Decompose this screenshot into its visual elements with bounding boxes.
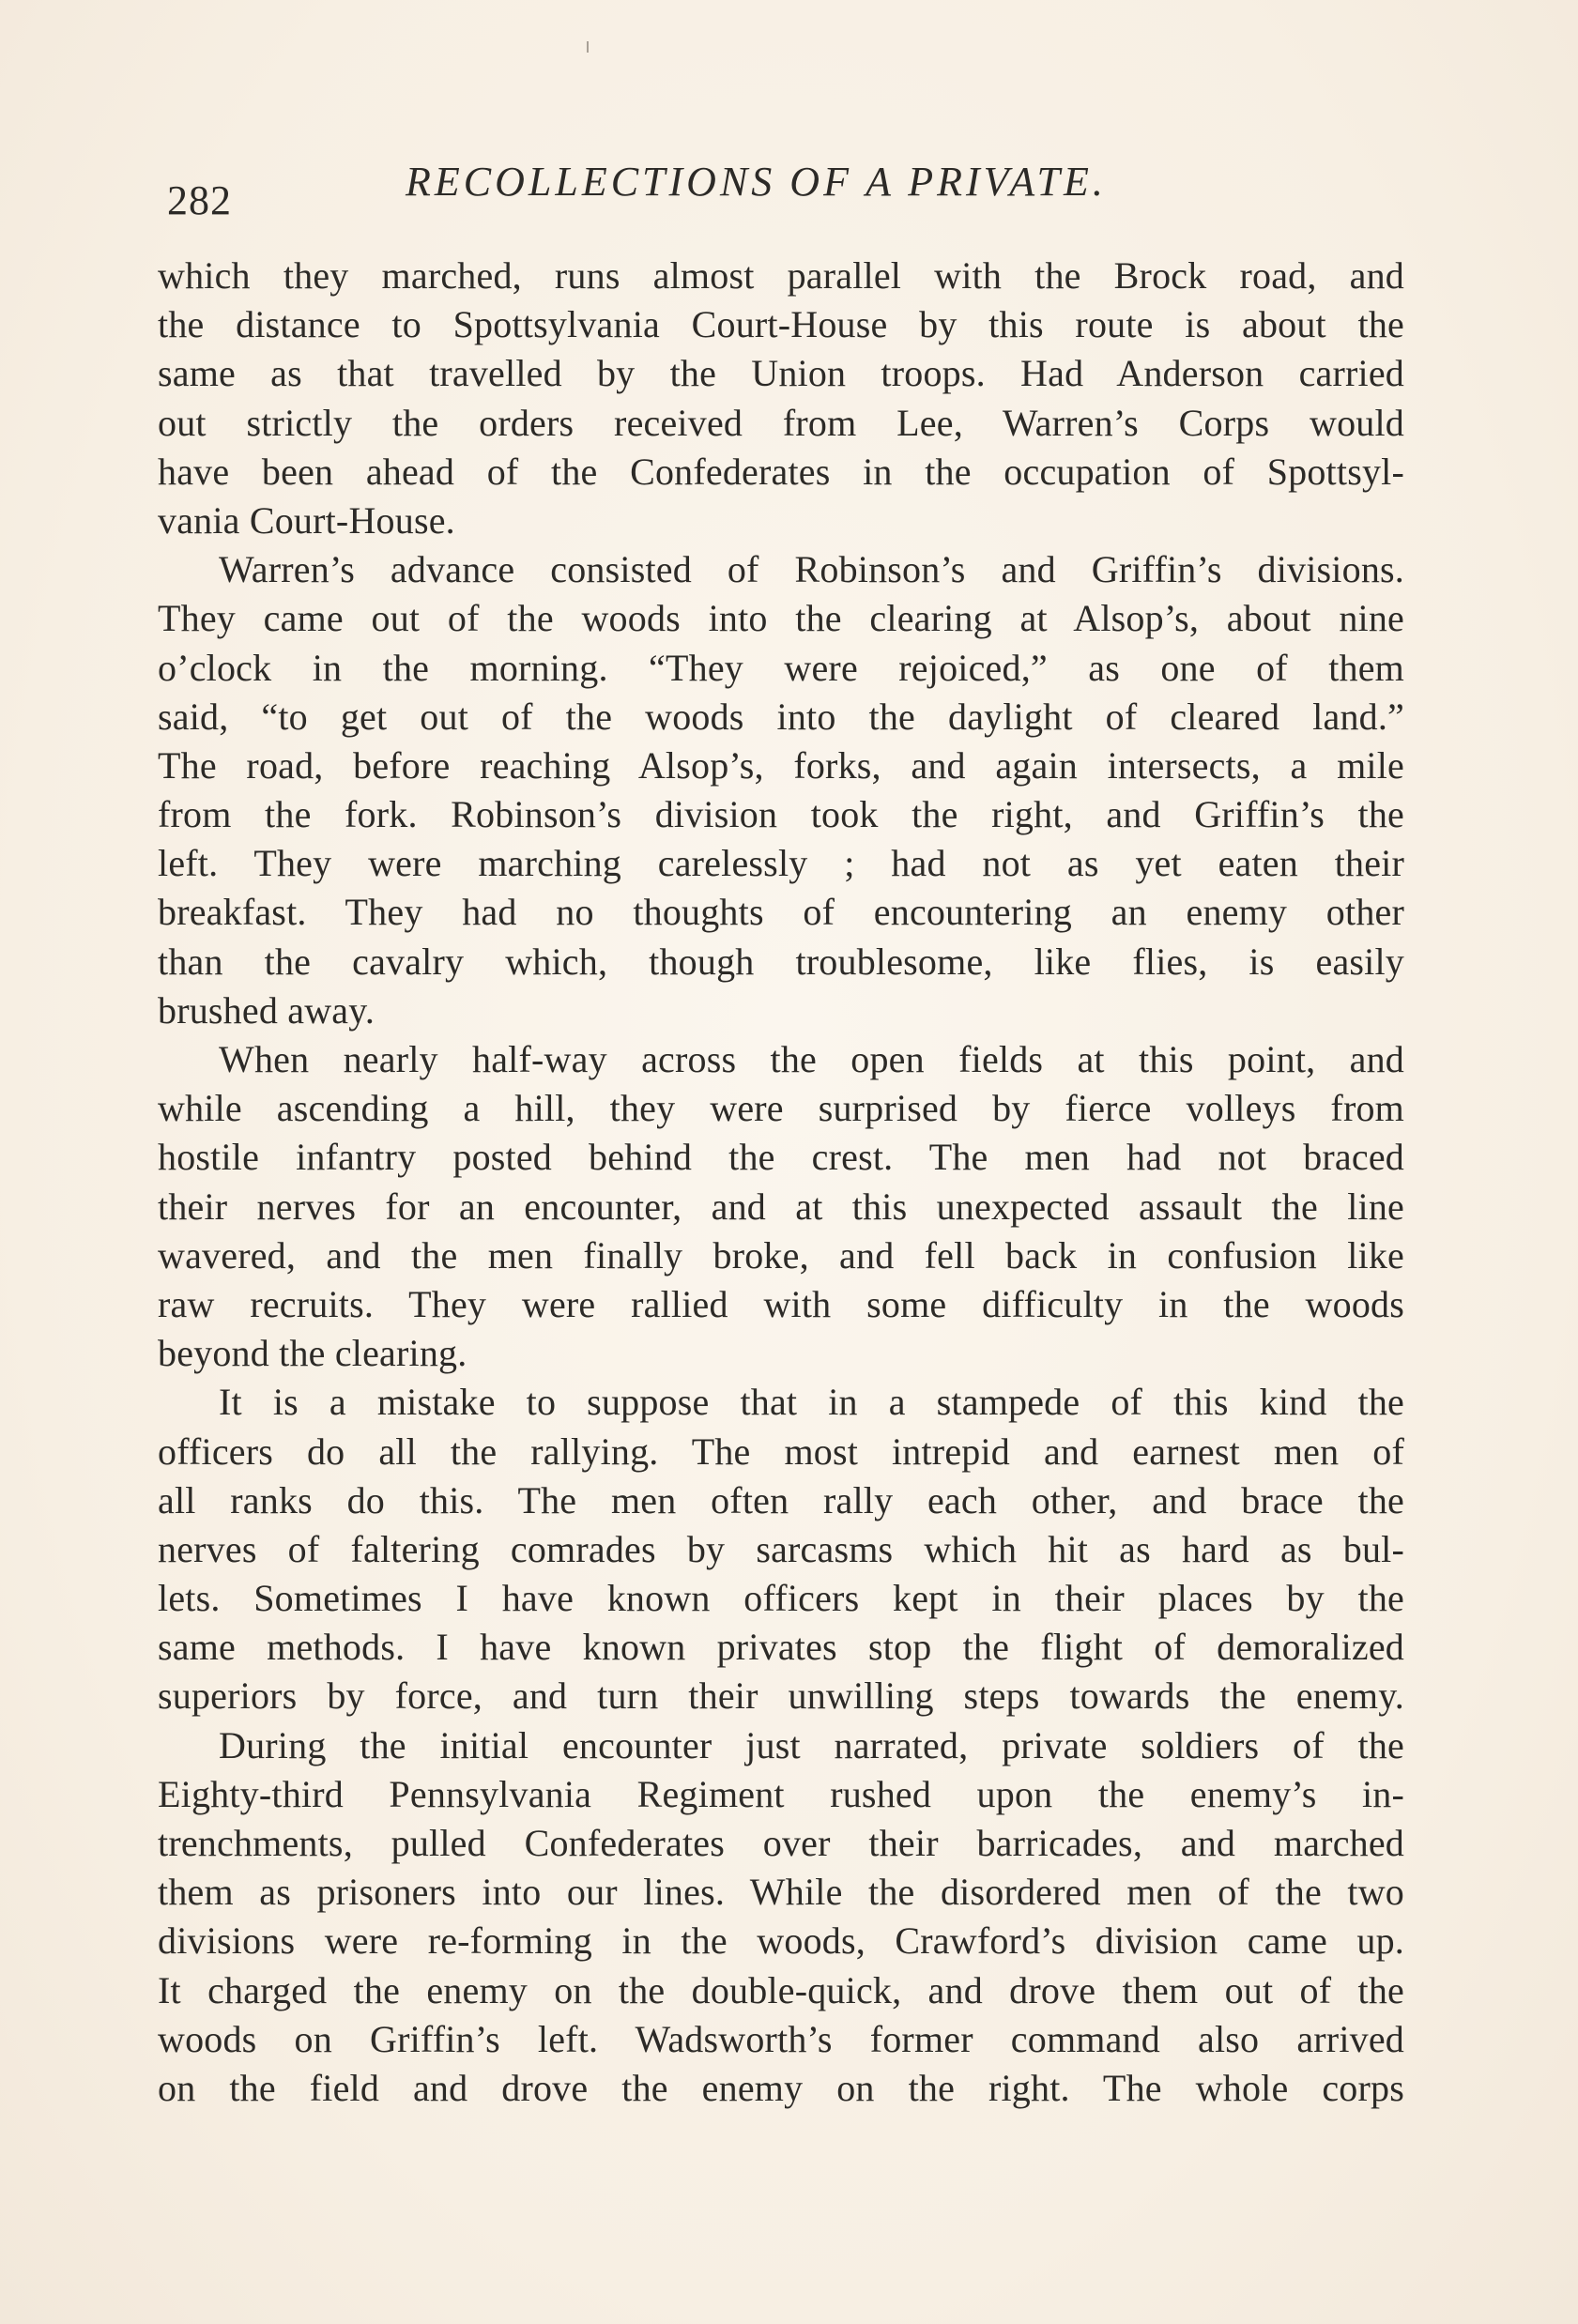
page-header <box>160 158 1408 223</box>
page-number: 282 <box>167 177 232 223</box>
text-line: their nerves for an encounter, and at this unexpected assault the line <box>158 1185 1404 1228</box>
text-line: wavered, and the men finally broke, and fell back in confusion like <box>158 1233 1404 1277</box>
text-line: have been ahead of the Confederates in the occupation of Spottsyl- <box>158 450 1404 493</box>
text-line: while ascending a hill, they were surprised by fierce volleys from <box>158 1087 1404 1130</box>
text-line: o’clock in the morning. “They were rejoiced,” as one of them <box>158 646 1404 689</box>
text-line: It is a mistake to suppose that in a stampede of this kind the <box>219 1381 1404 1424</box>
text-line: superiors by force, and turn their unwilling steps towards the enemy. <box>158 1674 1404 1718</box>
text-line: on the field and drove the enemy on the right. The whole corps <box>158 2066 1404 2109</box>
text-line: When nearly half-way across the open fields at this point, and <box>219 1038 1404 1080</box>
body-text <box>158 252 1404 2113</box>
text-line: divisions were re-forming in the woods, Crawford’s division came up. <box>158 1919 1404 1963</box>
print-mark <box>587 41 589 53</box>
text-line: brushed away. <box>158 988 375 1032</box>
text-line: woods on Griffin’s left. Wadsworth’s former command also arrived <box>158 2017 1404 2060</box>
text-line: They came out of the woods into the clearing at Alsop’s, about nine <box>158 597 1404 640</box>
text-line: trenchments, pulled Confederates over their barricades, and marched <box>158 1822 1404 1864</box>
text-line: officers do all the rallying. The most intrepid and earnest men of <box>158 1430 1404 1473</box>
text-line: raw recruits. They were rallied with some difficulty in the woods <box>158 1282 1404 1325</box>
text-line: out strictly the orders received from Lee, Warren’s Corps would <box>158 401 1404 444</box>
text-line: nerves of faltering comrades by sarcasms which hit as hard as bul- <box>158 1527 1404 1570</box>
text-line: them as prisoners into our lines. While the disordered men of the two <box>158 1871 1404 1914</box>
text-line: breakfast. They had no thoughts of encountering an enemy other <box>158 891 1404 934</box>
text-line: same methods. I have known privates stop the flight of demoralized <box>158 1626 1404 1669</box>
text-line: from the fork. Robinson’s division took the right, and Griffin’s the <box>158 793 1404 836</box>
text-line: same as that travelled by the Union troops. Had Anderson carried <box>158 352 1404 395</box>
text-line: than the cavalry which, though troublesome, like flies, is easily <box>158 940 1404 983</box>
text-line: lets. Sometimes I have known officers kept in their places by the <box>158 1577 1404 1620</box>
text-line: said, “to get out of the woods into the daylight of cleared land.” <box>158 695 1404 738</box>
text-line: the distance to Spottsylvania Court-House by this route is about the <box>158 303 1404 346</box>
text-line: which they marched, runs almost parallel with the Brock road, and <box>158 254 1404 297</box>
text-line: Eighty-third Pennsylvania Regiment rushed upon the enemy’s in- <box>158 1772 1404 1815</box>
text-line: During the initial encounter just narrated, private soldiers of the <box>219 1723 1404 1766</box>
text-line: left. They were marching carelessly ; had not as yet eaten their <box>158 842 1404 885</box>
text-line: hostile infantry posted behind the crest. The men had not braced <box>158 1136 1404 1179</box>
text-line: beyond the clearing. <box>158 1332 467 1375</box>
running-head: RECOLLECTIONS OF A PRIVATE. <box>406 159 1107 205</box>
text-line: vania Court-House. <box>158 498 455 542</box>
text-line: Warren’s advance consisted of Robinson’s and Griffin’s divisions. <box>219 548 1404 591</box>
text-line: It charged the enemy on the double-quick, and drove them out of the <box>158 1968 1404 2011</box>
text-line: all ranks do this. The men often rally each other, and brace the <box>158 1478 1404 1521</box>
text-line: The road, before reaching Alsop’s, forks, and again intersects, a mile <box>158 743 1404 787</box>
